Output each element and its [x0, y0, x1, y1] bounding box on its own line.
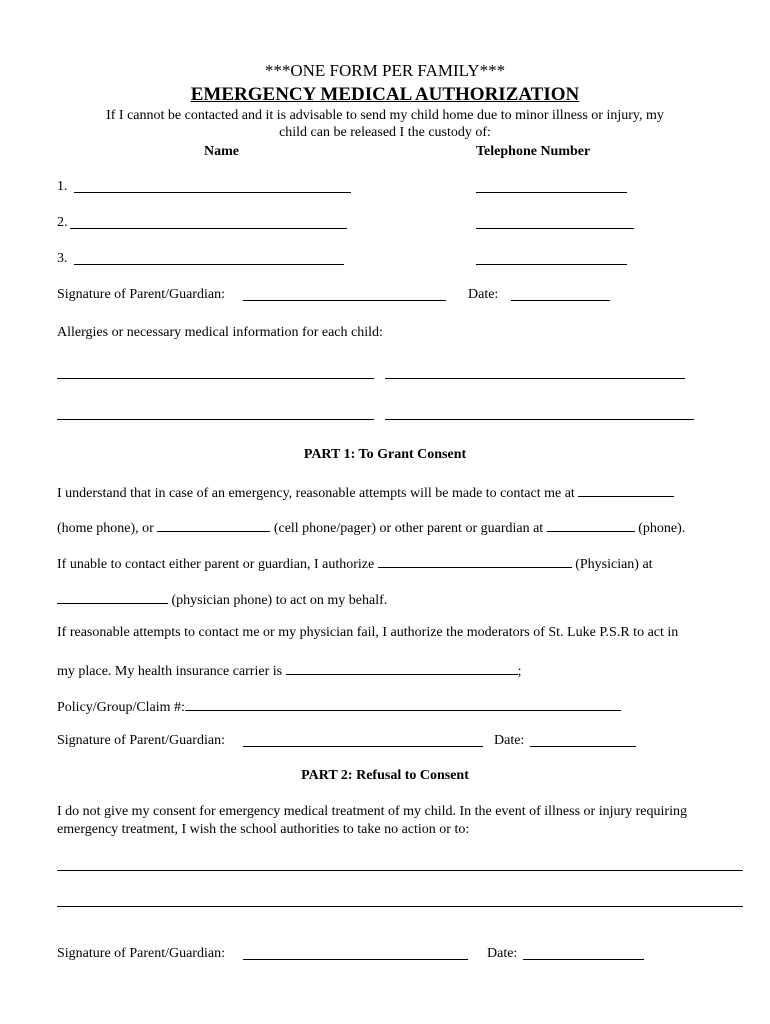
part2-heading: PART 2: Refusal to Consent — [301, 768, 469, 783]
allergies-line-2-right[interactable] — [385, 419, 694, 420]
part1-line-1-text: I understand that in case of an emergency, reasonable attempts will be made to contact me at — [57, 486, 575, 501]
allergies-label: Allergies or necessary medical information for each child: — [57, 325, 383, 340]
part1-signature-label: Signature of Parent/Guardian: — [57, 733, 225, 748]
contact-phone-blank[interactable] — [578, 484, 674, 497]
part2-signature-line[interactable] — [243, 959, 468, 960]
contact-row-3-name-line[interactable] — [74, 264, 344, 265]
insurance-carrier-blank[interactable] — [286, 662, 518, 675]
physician-phone-blank[interactable] — [57, 591, 168, 604]
contact-row-3-phone-line[interactable] — [476, 264, 627, 265]
contact-row-2-phone-line[interactable] — [476, 228, 634, 229]
intro-line-1: If I cannot be contacted and it is advisable to send my child home due to minor illness or injury, my — [106, 108, 664, 123]
contact-row-1-name-line[interactable] — [74, 192, 351, 193]
part1-line-1 — [57, 484, 674, 501]
contact-row-1-label: 1. — [57, 179, 68, 194]
contact-row-3-label: 3. — [57, 251, 68, 266]
part1-line-2 — [57, 519, 685, 536]
signature-top-label: Signature of Parent/Guardian: — [57, 287, 225, 302]
guardian-phone-blank[interactable] — [547, 519, 635, 532]
part1-signature-line[interactable] — [243, 746, 483, 747]
part2-signature-label: Signature of Parent/Guardian: — [57, 946, 225, 961]
home-phone-blank[interactable] — [157, 519, 270, 532]
physician-name-blank[interactable] — [378, 555, 572, 568]
signature-top-line[interactable] — [243, 300, 446, 301]
part1-line-2-b: (cell phone/pager) or other parent or guardian at — [273, 521, 544, 536]
phone-column-header: Telephone Number — [476, 144, 591, 159]
allergies-line-2-left[interactable] — [57, 419, 374, 420]
part1-line-3 — [57, 555, 653, 572]
part1-line-3-b: (Physician) at — [575, 557, 653, 572]
part2-text-line-2: emergency treatment, I wish the school authorities to take no action or to: — [57, 822, 470, 837]
intro-line-2: child can be released I the custody of: — [279, 125, 491, 140]
part1-line-6-b: ; — [517, 664, 522, 679]
name-column-header: Name — [204, 144, 239, 159]
policy-label: Policy/Group/Claim #: — [57, 700, 185, 715]
part1-line-4-text: (physician phone) to act on my behalf. — [171, 593, 388, 608]
form-title — [0, 85, 770, 104]
policy-line — [57, 698, 621, 715]
form-title-text: EMERGENCY MEDICAL AUTHORIZATION — [190, 84, 580, 105]
part2-date-line[interactable] — [523, 959, 644, 960]
part1-line-4 — [57, 591, 387, 608]
contact-row-2-name-line[interactable] — [70, 228, 347, 229]
part1-line-3-a: If unable to contact either parent or guardian, I authorize — [57, 557, 375, 572]
part2-date-label: Date: — [487, 946, 518, 961]
policy-number-blank[interactable] — [185, 698, 621, 711]
part1-heading: PART 1: To Grant Consent — [303, 447, 467, 462]
part2-action-line-1[interactable] — [57, 870, 743, 871]
part1-line-2-c: (phone). — [638, 521, 686, 536]
contact-row-2-label: 2. — [57, 215, 68, 230]
allergies-line-1-right[interactable] — [385, 378, 685, 379]
part1-date-line[interactable] — [530, 746, 636, 747]
part1-line-6 — [57, 662, 521, 679]
part1-line-2-a: (home phone), or — [57, 521, 154, 536]
part2-action-line-2[interactable] — [57, 906, 743, 907]
part1-date-label: Date: — [494, 733, 525, 748]
part1-line-6-a: my place. My health insurance carrier is — [57, 664, 283, 679]
part1-line-5: If reasonable attempts to contact me or my physician fail, I authorize the moderators of St. Luke P.S.R to act in — [57, 625, 679, 640]
signature-top-date-label: Date: — [468, 287, 499, 302]
part2-text-line-1: I do not give my consent for emergency medical treatment of my child. In the event of illness or injury requiring — [57, 804, 687, 819]
allergies-line-1-left[interactable] — [57, 378, 374, 379]
contact-row-1-phone-line[interactable] — [476, 192, 627, 193]
signature-top-date-line[interactable] — [511, 300, 610, 301]
form-banner: ***ONE FORM PER FAMILY*** — [264, 61, 506, 80]
